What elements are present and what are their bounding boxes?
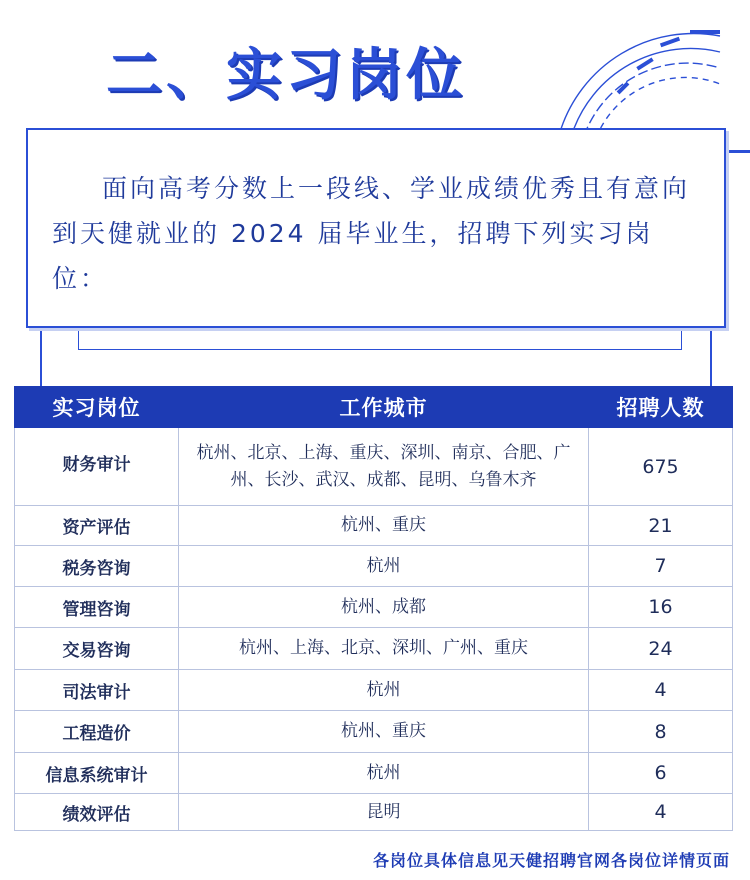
count-cell: 675 [589,428,733,506]
city-cell: 昆明 [179,794,589,831]
table-header-row [15,387,733,428]
section-title: 二、实习岗位 [106,43,466,108]
position-cell: 信息系统审计 [15,753,179,794]
count-cell: 24 [589,628,733,670]
position-cell: 管理咨询 [15,587,179,628]
position-cell: 交易咨询 [15,628,179,670]
count-cell: 4 [589,670,733,711]
count-cell: 7 [589,546,733,587]
count-cell: 6 [589,753,733,794]
city-cell: 杭州、北京、上海、重庆、深圳、南京、合肥、广州、长沙、武汉、成都、昆明、乌鲁木齐 [179,428,589,506]
table-row [15,506,733,546]
count-cell: 8 [589,711,733,753]
count-cell: 16 [589,587,733,628]
table-row [15,711,733,753]
intro-text: 面向高考分数上一段线、学业成绩优秀且有意向到天健就业的 2024 届毕业生，招聘下列实习岗位： [52,174,691,293]
intro-box [26,128,726,328]
city-cell: 杭州、上海、北京、深圳、广州、重庆 [179,628,589,670]
decorative-arc-lines [540,22,740,142]
city-cell: 杭州、成都 [179,587,589,628]
footer-note: 各岗位具体信息见天健招聘官网各岗位详情页面 [372,851,730,870]
table-row [15,587,733,628]
position-cell: 资产评估 [15,506,179,546]
table-row [15,670,733,711]
city-cell: 杭州 [179,546,589,587]
city-cell: 杭州 [179,670,589,711]
count-cell: 21 [589,506,733,546]
decorative-tick [728,150,750,153]
position-cell: 税务咨询 [15,546,179,587]
table-row [15,428,733,506]
table-row [15,753,733,794]
position-cell: 绩效评估 [15,794,179,831]
table-row [15,628,733,670]
table-row [15,546,733,587]
table-row [15,794,733,831]
position-cell: 司法审计 [15,670,179,711]
header-city: 工作城市 [179,387,589,428]
position-cell: 财务审计 [15,428,179,506]
header-count: 招聘人数 [589,387,733,428]
city-cell: 杭州 [179,753,589,794]
positions-table [14,386,733,831]
count-cell: 4 [589,794,733,831]
header-position: 实习岗位 [15,387,179,428]
city-cell: 杭州、重庆 [179,506,589,546]
city-cell: 杭州、重庆 [179,711,589,753]
position-cell: 工程造价 [15,711,179,753]
